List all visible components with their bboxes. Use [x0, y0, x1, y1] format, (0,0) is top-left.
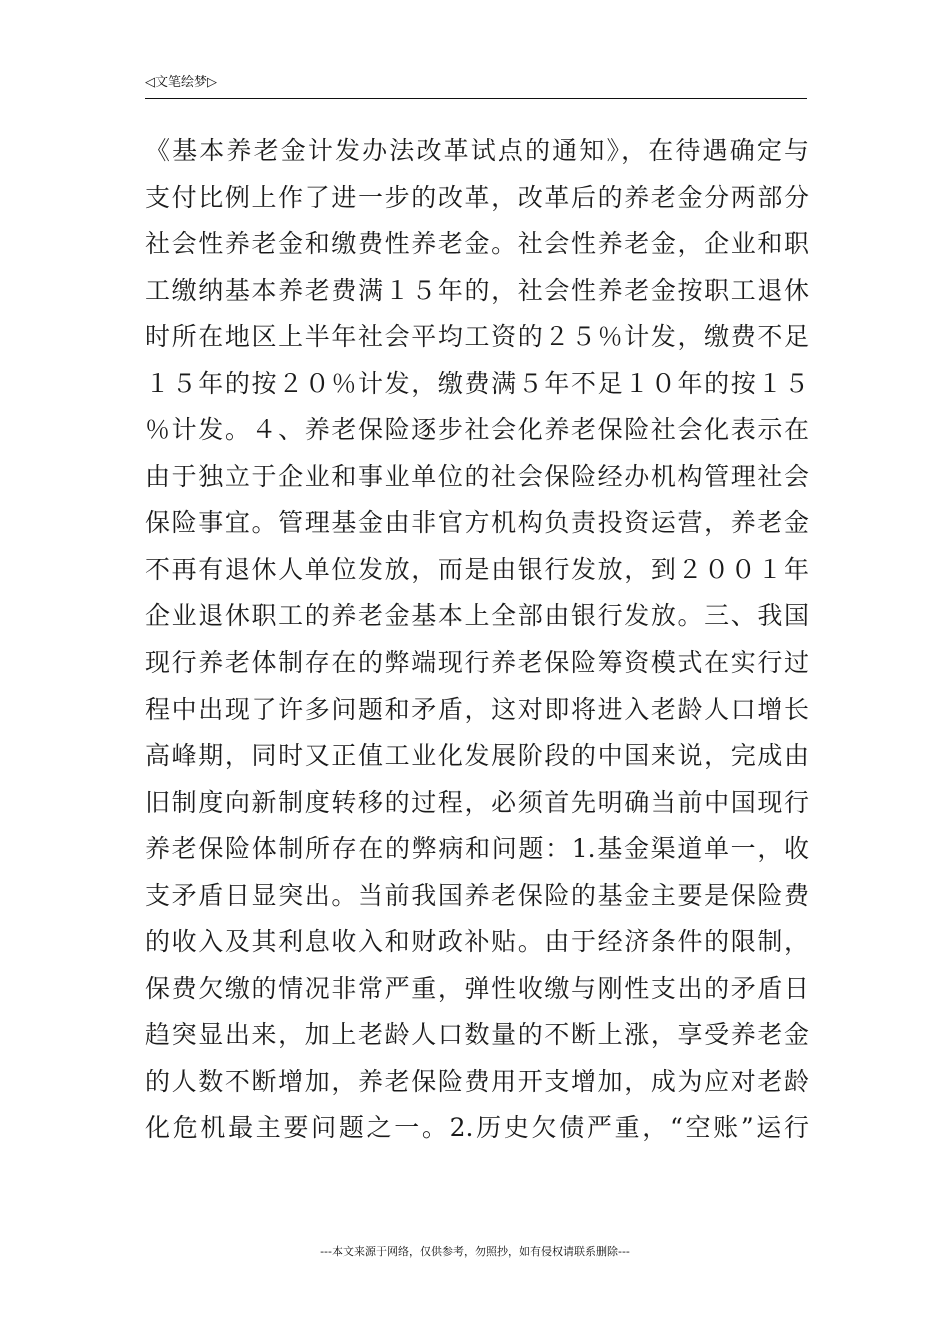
body-line: 程中出现了许多问题和矛盾，这对即将进入老龄人口增长 — [145, 694, 809, 724]
body-line: ％计发。４、养老保险逐步社会化养老保险社会化表示在 — [145, 415, 809, 445]
body-line: 保险事宜。管理基金由非官方机构负责投资运营，养老金 — [145, 508, 809, 538]
body-line: 高峰期，同时又正值工业化发展阶段的中国来说，完成由 — [145, 741, 809, 771]
body-line: 时所在地区上半年社会平均工资的２５％计发，缴费不足 — [145, 322, 809, 352]
page-header — [145, 72, 807, 99]
body-line: 旧制度向新制度转移的过程，必须首先明确当前中国现行 — [145, 787, 809, 817]
body-line: 现行养老体制存在的弊端现行养老保险筹资模式在实行过 — [145, 648, 809, 678]
body-line: 工缴纳基本养老费满１５年的，社会性养老金按职工退休 — [145, 275, 809, 305]
header-title: ◁文笔绘梦▷ — [145, 75, 217, 90]
body-line: 保费欠缴的情况非常严重，弹性收缴与刚性支出的矛盾日 — [145, 973, 809, 1003]
body-line: １５年的按２０％计发，缴费满５年不足１０年的按１５ — [145, 368, 809, 398]
body-line: 社会性养老金和缴费性养老金。社会性养老金，企业和职 — [145, 229, 809, 259]
body-line: 由于独立于企业和事业单位的社会保险经办机构管理社会 — [145, 461, 809, 491]
body-line: 的人数不断增加，养老保险费用开支增加，成为应对老龄 — [145, 1066, 809, 1096]
body-line: 支付比例上作了进一步的改革，改革后的养老金分两部分 — [145, 182, 809, 212]
body-line: 化危机最主要问题之一。2.历史欠债严重，“空账”运行 — [145, 1113, 809, 1143]
body-line: 养老保险体制所存在的弊病和问题：1.基金渠道单一，收 — [145, 834, 809, 864]
document-body — [145, 128, 809, 1152]
body-line: 的收入及其利息收入和财政补贴。由于经济条件的限制， — [145, 927, 809, 957]
body-line: 支矛盾日显突出。当前我国养老保险的基金主要是保险费 — [145, 880, 809, 910]
body-line: 趋突显出来，加上老龄人口数量的不断上涨，享受养老金 — [145, 1020, 809, 1050]
body-line: 不再有退休人单位发放，而是由银行发放，到２００１年 — [145, 554, 809, 584]
page-footer: ---本文来源于网络，仅供参考，勿照抄，如有侵权请联系删除--- — [320, 1245, 630, 1258]
body-line: 企业退休职工的养老金基本上全部由银行发放。三、我国 — [145, 601, 809, 631]
body-line: 《基本养老金计发办法改革试点的通知》，在待遇确定与 — [145, 136, 809, 165]
